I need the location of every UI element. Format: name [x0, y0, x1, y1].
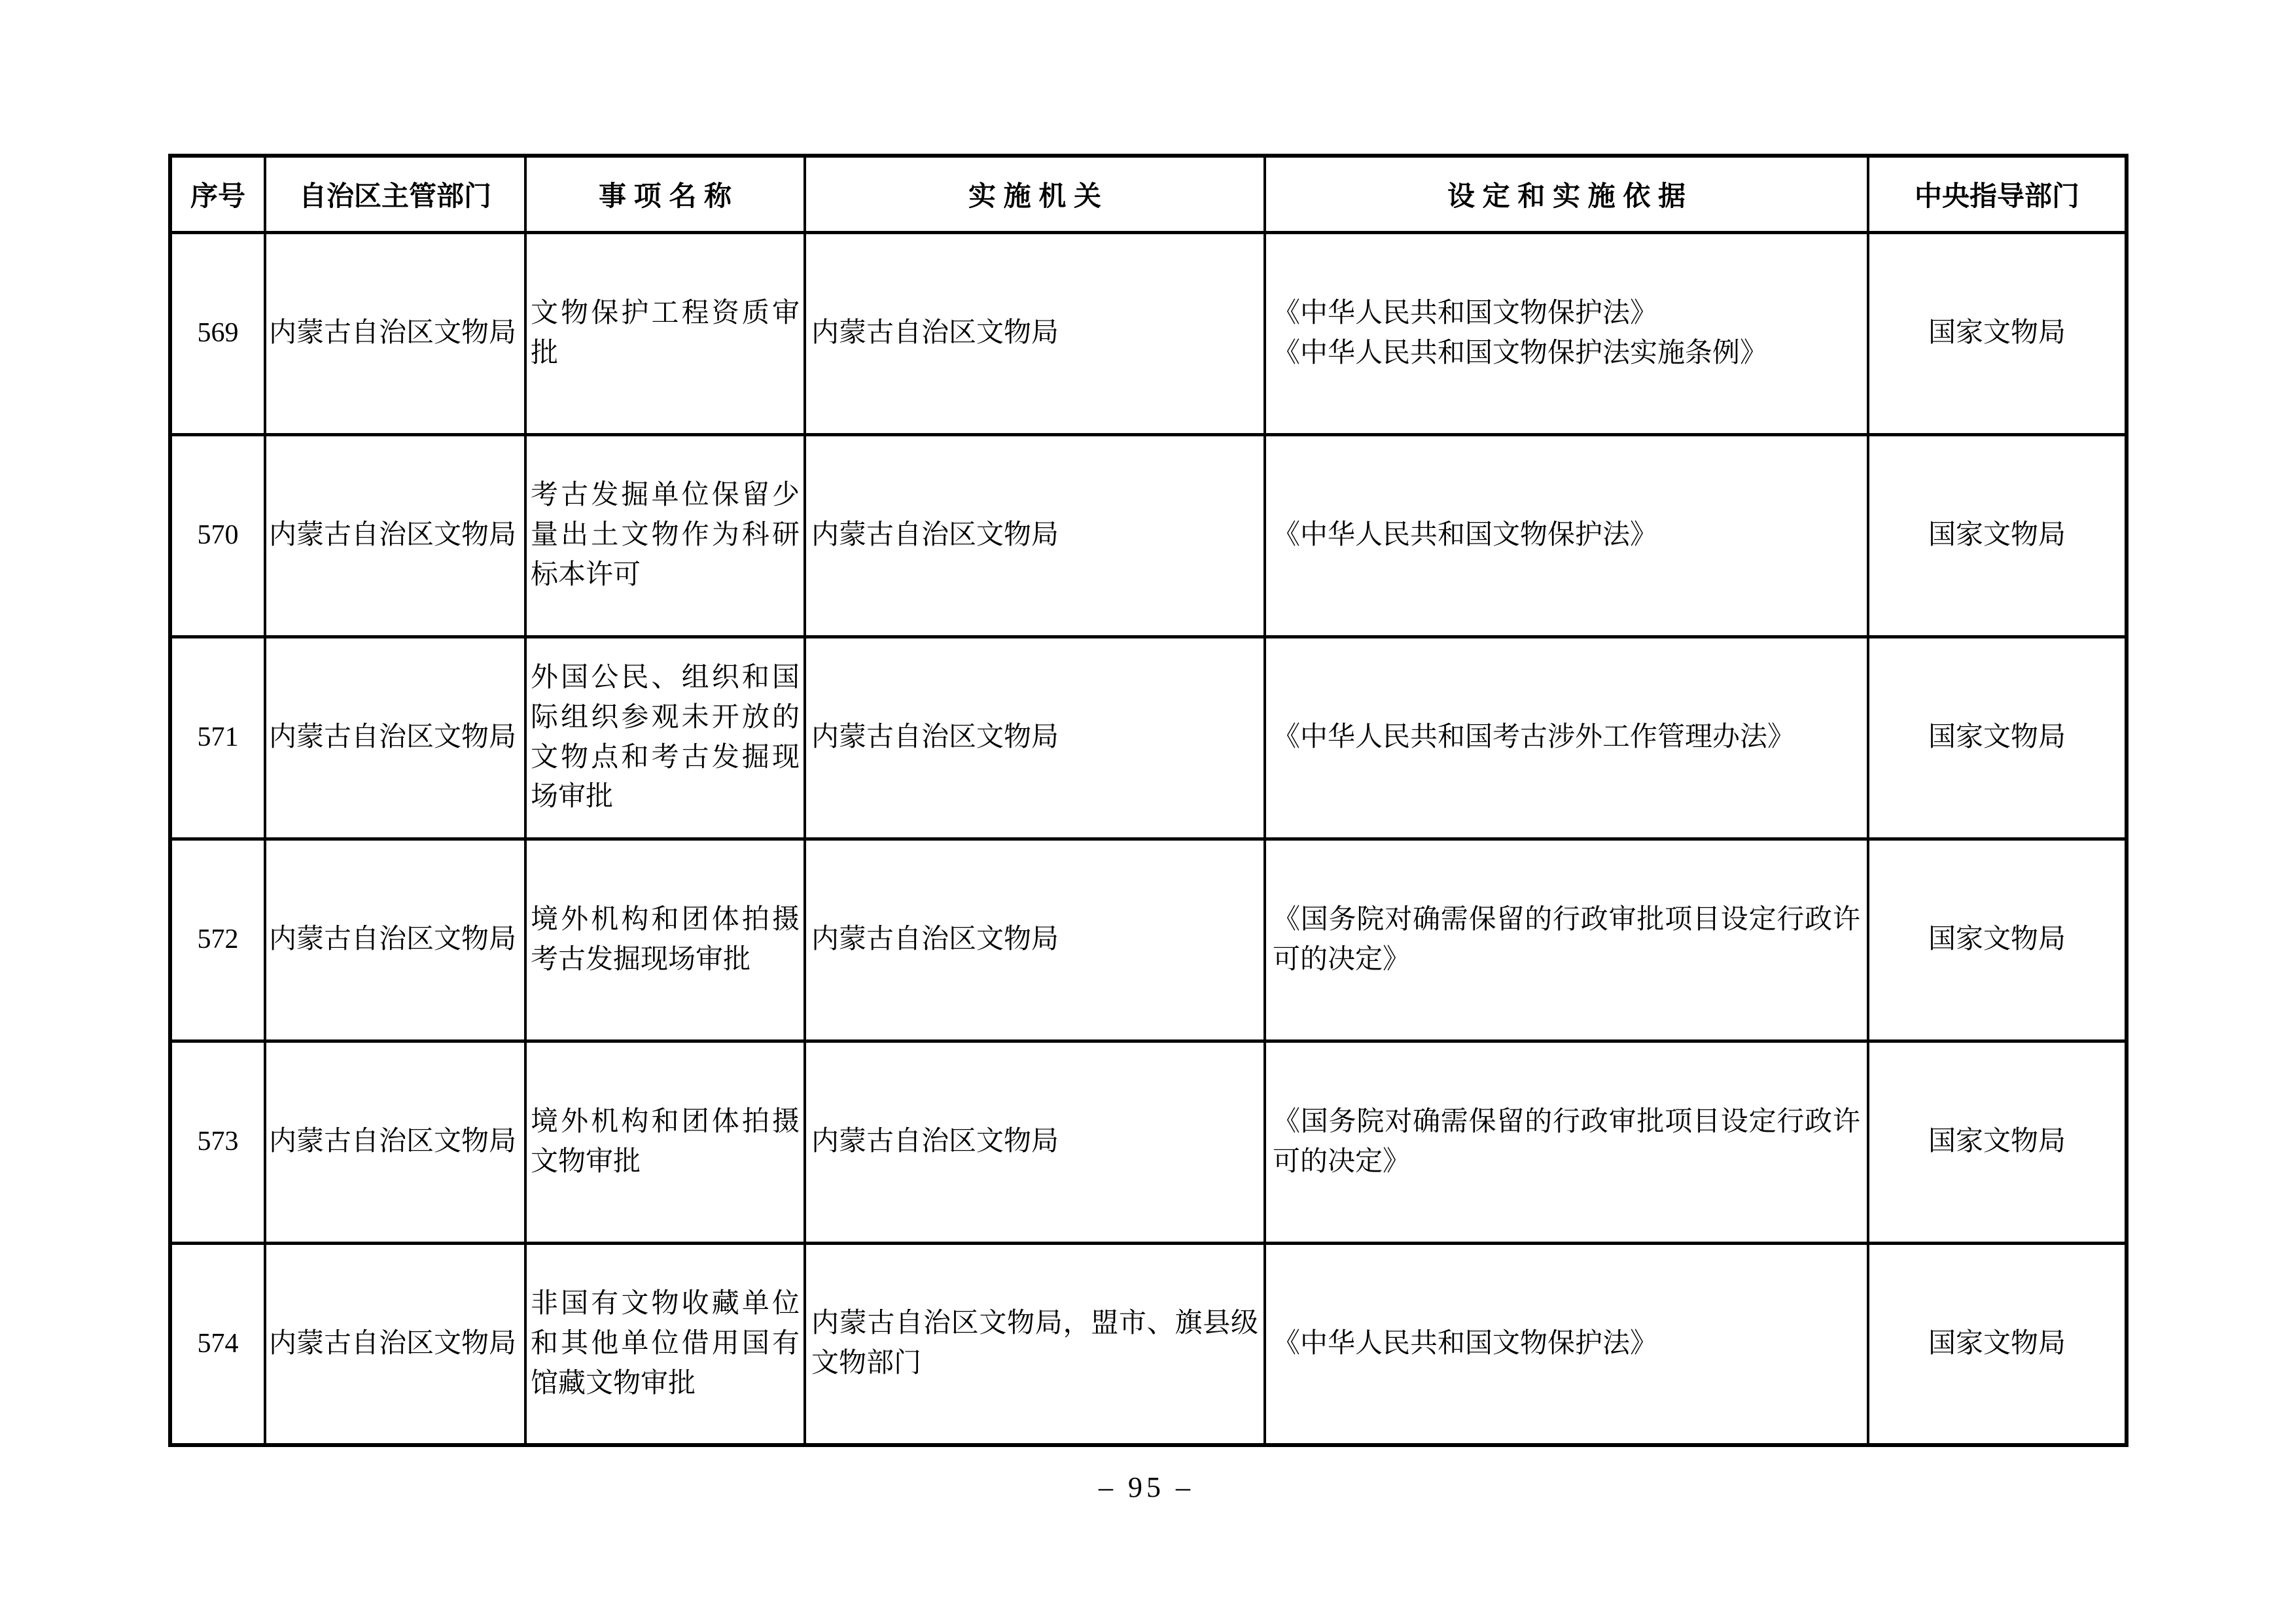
cell-central-department: 国家文物局 — [1868, 232, 2127, 434]
cell-item-name: 文物保护工程资质审批 — [525, 232, 805, 434]
column-header-item-name: 事 项 名 称 — [525, 156, 805, 232]
basis-line: 《中华人民共和国考古涉外工作管理办法》 — [1273, 722, 1795, 753]
cell-department: 内蒙古自治区文物局 — [265, 232, 525, 434]
cell-department: 内蒙古自治区文物局 — [265, 1041, 525, 1243]
cell-agency: 内蒙古自治区文物局，盟市、旗县级文物部门 — [805, 1243, 1265, 1445]
approval-items-table — [168, 154, 2128, 1447]
cell-central-department: 国家文物局 — [1868, 434, 2127, 637]
column-header-region-department: 自治区主管部门 — [265, 156, 525, 232]
basis-line: 《中华人民共和国文物保护法》 — [1273, 298, 1658, 328]
table-row — [170, 232, 2127, 434]
cell-item-name: 考古发掘单位保留少量出土文物作为科研标本许可 — [525, 434, 805, 637]
cell-central-department: 国家文物局 — [1868, 637, 2127, 839]
cell-serial: 574 — [170, 1243, 265, 1445]
cell-basis — [1265, 232, 1868, 434]
cell-department: 内蒙古自治区文物局 — [265, 839, 525, 1041]
cell-basis — [1265, 434, 1868, 637]
cell-basis — [1265, 637, 1868, 839]
cell-serial: 572 — [170, 839, 265, 1041]
cell-agency: 内蒙古自治区文物局 — [805, 232, 1265, 434]
cell-serial: 570 — [170, 434, 265, 637]
column-header-serial: 序号 — [170, 156, 265, 232]
table-body — [170, 232, 2127, 1445]
column-header-implementing-agency: 实 施 机 关 — [805, 156, 1265, 232]
cell-central-department: 国家文物局 — [1868, 1041, 2127, 1243]
header-row — [170, 156, 2127, 232]
cell-department: 内蒙古自治区文物局 — [265, 434, 525, 637]
basis-line: 《中华人民共和国文物保护法实施条例》 — [1273, 338, 1768, 368]
cell-basis — [1265, 839, 1868, 1041]
cell-basis — [1265, 1041, 1868, 1243]
basis-line: 《国务院对确需保留的行政审批项目设定行政许可的决定》 — [1273, 904, 1860, 975]
cell-item-name: 外国公民、组织和国际组织参观未开放的文物点和考古发掘现场审批 — [525, 637, 805, 839]
cell-department: 内蒙古自治区文物局 — [265, 1243, 525, 1445]
cell-central-department: 国家文物局 — [1868, 1243, 2127, 1445]
cell-basis — [1265, 1243, 1868, 1445]
basis-line: 《中华人民共和国文物保护法》 — [1273, 1328, 1658, 1359]
cell-agency: 内蒙古自治区文物局 — [805, 839, 1265, 1041]
basis-line: 《国务院对确需保留的行政审批项目设定行政许可的决定》 — [1273, 1106, 1860, 1177]
cell-item-name: 非国有文物收藏单位和其他单位借用国有馆藏文物审批 — [525, 1243, 805, 1445]
cell-item-name: 境外机构和团体拍摄考古发掘现场审批 — [525, 839, 805, 1041]
column-header-legal-basis: 设 定 和 实 施 依 据 — [1265, 156, 1868, 232]
cell-agency: 内蒙古自治区文物局 — [805, 637, 1265, 839]
column-header-central-guidance: 中央指导部门 — [1868, 156, 2127, 232]
cell-serial: 571 — [170, 637, 265, 839]
table-row — [170, 1041, 2127, 1243]
cell-item-name: 境外机构和团体拍摄文物审批 — [525, 1041, 805, 1243]
cell-serial: 569 — [170, 232, 265, 434]
page-number: – 95 – — [1099, 1471, 1194, 1503]
table-row — [170, 839, 2127, 1041]
cell-serial: 573 — [170, 1041, 265, 1243]
cell-agency: 内蒙古自治区文物局 — [805, 1041, 1265, 1243]
basis-line: 《中华人民共和国文物保护法》 — [1273, 520, 1658, 551]
cell-department: 内蒙古自治区文物局 — [265, 637, 525, 839]
cell-central-department: 国家文物局 — [1868, 839, 2127, 1041]
table-row — [170, 1243, 2127, 1445]
cell-agency: 内蒙古自治区文物局 — [805, 434, 1265, 637]
table-header — [170, 156, 2127, 232]
table-row — [170, 637, 2127, 839]
table-row — [170, 434, 2127, 637]
